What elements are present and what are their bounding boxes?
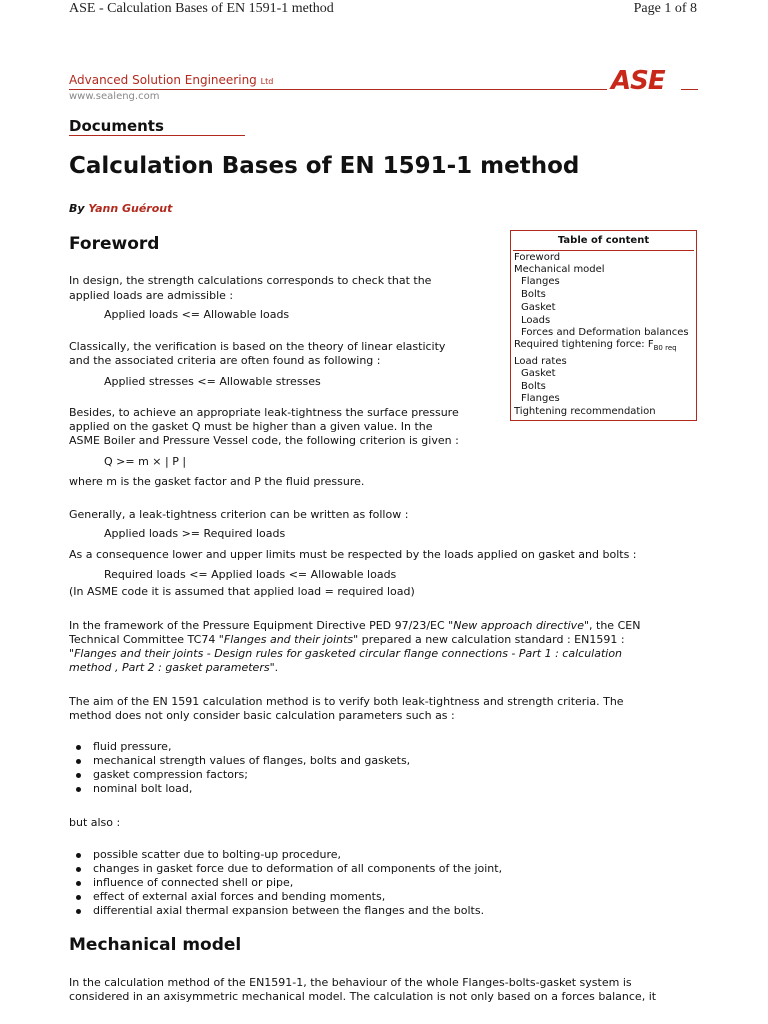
formula-3: Q >= m × | P | bbox=[104, 455, 187, 468]
company-name bbox=[69, 73, 273, 87]
foreword-p4: where m is the gasket factor and P the fluid pressure. bbox=[69, 475, 365, 488]
list-item: mechanical strength values of flanges, bolts and gaskets, bbox=[69, 754, 410, 768]
toc-link-tightening-recommendation[interactable]: Tightening recommendation bbox=[514, 406, 656, 417]
mechanical-model-heading: Mechanical model bbox=[69, 935, 242, 955]
page-number: Page 1 of 8 bbox=[633, 1, 697, 16]
mechanical-model-p1-line2: considered in an axisymmetric mechanical model. The calculation is not only based on a forces balance, it bbox=[69, 990, 657, 1003]
header-divider bbox=[69, 89, 607, 90]
toc-link-required-tightening-force[interactable]: Required tightening force: $F_{B0 req}$ bbox=[514, 339, 677, 352]
foreword-p3-line1: Besides, to achieve an appropriate leak-tightness the surface pressure bbox=[69, 406, 459, 419]
foreword-p5: Generally, a leak-tightness criterion can be written as follow : bbox=[69, 508, 409, 521]
foreword-p6b: (In ASME code it is assumed that applied load = required load) bbox=[69, 585, 415, 598]
foreword-p7-line1: In the framework of the Pressure Equipment Directive PED 97/23/EC "New approach directive", the CEN bbox=[69, 619, 641, 632]
author-name: Yann Guérout bbox=[88, 202, 173, 215]
foreword-p2-line1: Classically, the verification is based on the theory of linear elasticity bbox=[69, 340, 446, 353]
foreword-p7-line2: Technical Committee TC74 "Flanges and their joints" prepared a new calculation standard : EN1591 : bbox=[69, 633, 625, 646]
italic-new-approach: New approach directive bbox=[453, 619, 584, 632]
toc-link-loads[interactable]: Loads bbox=[521, 315, 551, 326]
italic-standard-title-cont: method , Part 2 : gasket parameters bbox=[69, 661, 270, 674]
table-of-content bbox=[510, 230, 697, 421]
toc-link-load-rates[interactable]: Load rates bbox=[514, 356, 567, 367]
list-item: gasket compression factors; bbox=[69, 768, 410, 782]
foreword-p8-line2: method does not only consider basic calculation parameters such as : bbox=[69, 709, 455, 722]
list-item: nominal bolt load, bbox=[69, 782, 410, 796]
byline bbox=[69, 202, 172, 215]
document-title: Calculation Bases of EN 1591-1 method bbox=[69, 153, 580, 179]
foreword-heading: Foreword bbox=[69, 234, 160, 254]
list-item: differential axial thermal expansion between the flanges and the bolts. bbox=[69, 904, 502, 918]
formula-1: Applied loads <= Allowable loads bbox=[104, 308, 290, 321]
list-item: changes in gasket force due to deformation of all components of the joint, bbox=[69, 862, 502, 876]
toc-link-load-rates-bolts[interactable]: Bolts bbox=[521, 381, 546, 392]
italic-standard-title: Flanges and their joints - Design rules for gasketed circular flange connections - Part 1 : calculation bbox=[74, 647, 623, 660]
toc-link-flanges[interactable]: Flanges bbox=[521, 276, 560, 287]
foreword-p8-line1: The aim of the EN 1591 calculation method is to verify both leak-tightness and strength criteria. The bbox=[69, 695, 624, 708]
foreword-p7-line3: "Flanges and their joints - Design rules for gasketed circular flange connections - Part 1 : calculation bbox=[69, 647, 623, 660]
logo-divider bbox=[681, 89, 698, 90]
toc-subscript: B0 req bbox=[653, 344, 677, 352]
toc-link-foreword[interactable]: Foreword bbox=[514, 252, 561, 263]
toc-link-load-rates-flanges[interactable]: Flanges bbox=[521, 393, 560, 404]
by-label: By bbox=[69, 202, 85, 215]
list-item: effect of external axial forces and bending moments, bbox=[69, 890, 502, 904]
toc-link-bolts[interactable]: Bolts bbox=[521, 289, 546, 300]
toc-link-forces-balances[interactable]: Forces and Deformation balances bbox=[521, 327, 689, 338]
section-divider bbox=[69, 135, 245, 136]
page-header bbox=[0, 0, 768, 22]
mechanical-model-p1-line1: In the calculation method of the EN1591-1, the behaviour of the whole Flanges-bolts-gasket system is bbox=[69, 976, 632, 989]
company-name-text: Advanced Solution Engineering bbox=[69, 73, 257, 87]
additional-factors-list bbox=[69, 848, 502, 918]
company-suffix: Ltd bbox=[260, 77, 274, 86]
formula-6: Required loads <= Applied loads <= Allowable loads bbox=[104, 568, 397, 581]
foreword-p3-line3: ASME Boiler and Pressure Vessel code, the following criterion is given : bbox=[69, 434, 459, 447]
website-link[interactable]: www.sealeng.com bbox=[69, 91, 160, 102]
list-item: fluid pressure, bbox=[69, 740, 410, 754]
list-item: possible scatter due to bolting-up procedure, bbox=[69, 848, 502, 862]
list-item: influence of connected shell or pipe, bbox=[69, 876, 502, 890]
formula-5: Applied loads >= Required loads bbox=[104, 527, 286, 540]
foreword-p7-line4: method , Part 2 : gasket parameters". bbox=[69, 661, 279, 674]
toc-divider bbox=[513, 250, 694, 251]
foreword-p9: but also : bbox=[69, 816, 121, 829]
italic-flanges-joints: Flanges and their joints bbox=[223, 633, 354, 646]
parameters-list bbox=[69, 740, 410, 796]
toc-link-mechanical-model[interactable]: Mechanical model bbox=[514, 264, 605, 275]
foreword-p3-line2: applied on the gasket Q must be higher than a given value. In the bbox=[69, 420, 433, 433]
toc-title: Table of content bbox=[557, 235, 650, 246]
toc-link-load-rates-gasket[interactable]: Gasket bbox=[521, 368, 556, 379]
foreword-p1-line2: applied loads are admissible : bbox=[69, 289, 234, 302]
ase-logo: ASE bbox=[611, 66, 665, 96]
foreword-p1-line1: In design, the strength calculations corresponds to check that the bbox=[69, 274, 432, 287]
foreword-p6: As a consequence lower and upper limits must be respected by the loads applied on gasket and bolts : bbox=[69, 548, 637, 561]
toc-link-gasket[interactable]: Gasket bbox=[521, 302, 556, 313]
formula-2: Applied stresses <= Allowable stresses bbox=[104, 375, 321, 388]
foreword-p2-line2: and the associated criteria are often found as following : bbox=[69, 354, 381, 367]
section-label: Documents bbox=[69, 117, 164, 135]
page-header-title: ASE - Calculation Bases of EN 1591-1 method bbox=[69, 1, 334, 16]
